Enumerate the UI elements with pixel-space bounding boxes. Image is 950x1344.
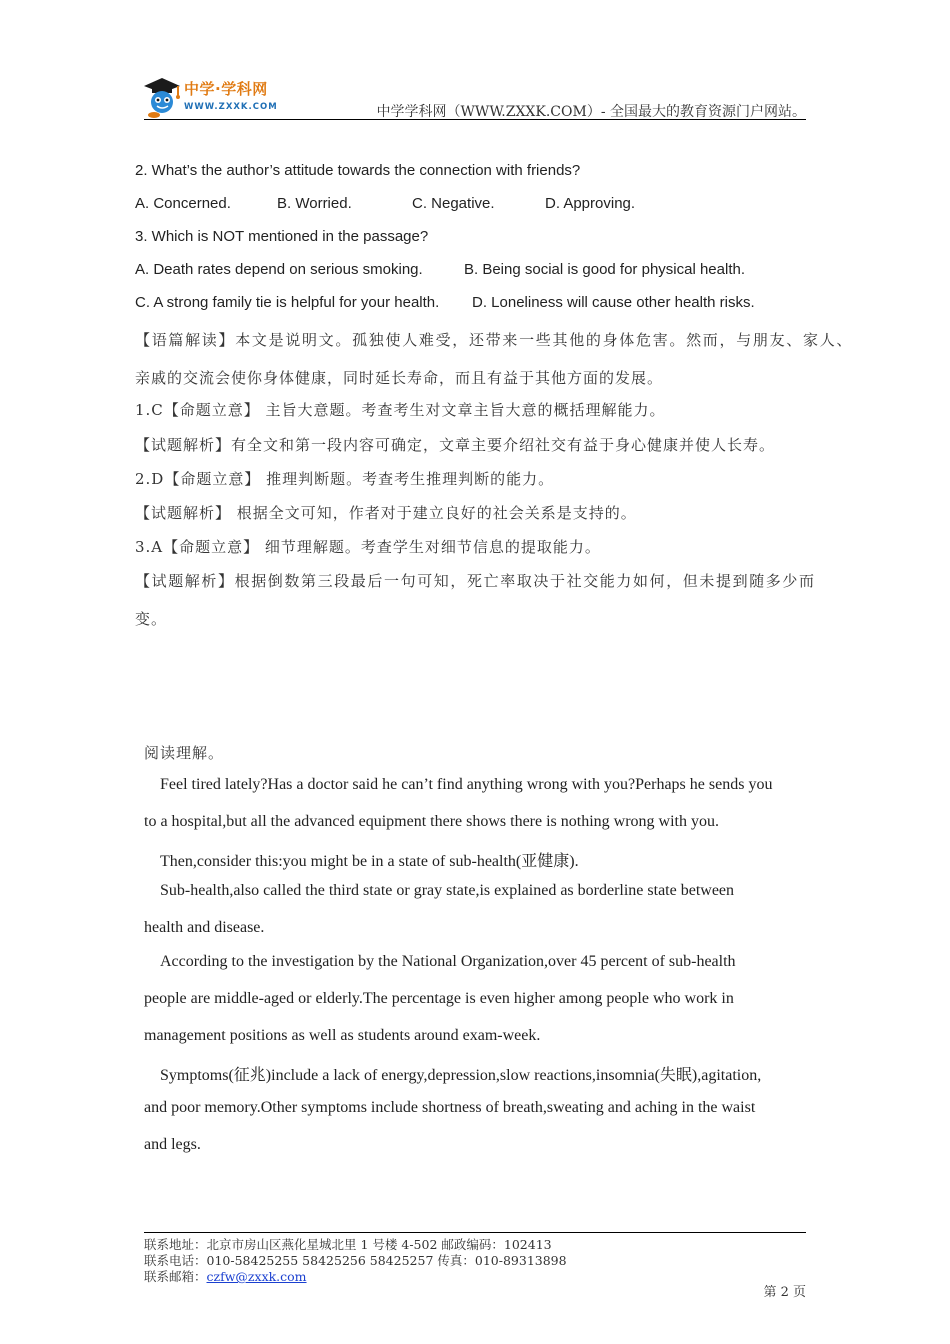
q2-option-a: A. Concerned. [135, 195, 231, 212]
passage-line: to a hospital,but all the advanced equipment there shows there is nothing wrong with you. [144, 813, 719, 830]
passage-line: and legs. [144, 1136, 201, 1153]
passage-analysis-line-2: 亲戚的交流会使你身体健康，同时延长寿命，而且有益于其他方面的发展。 [135, 369, 664, 387]
q3-option-a: A. Death rates depend on serious smoking. [135, 261, 423, 278]
answer-2-explanation: 【试题解析】 根据全文可知，作者对于建立良好的社会关系是支持的。 [135, 504, 637, 522]
header-site-text: 中学学科网（WWW.ZXXK.COM）- 全国最大的教育资源门户网站。 [376, 104, 806, 120]
question-2: 2. What’s the author’s attitude towards the connection with friends? [135, 162, 581, 179]
footer-address: 联系地址：北京市房山区燕化星城北里 1 号楼 4-502 邮政编码：102413 [144, 1237, 552, 1252]
answer-1-intent: 1.C【命题立意】 主旨大意题。考查考生对文章主旨大意的概括理解能力。 [135, 401, 666, 419]
passage-line: health and disease. [144, 919, 265, 936]
question-3: 3. Which is NOT mentioned in the passage? [135, 228, 429, 245]
answer-2-intent: 2.D【命题立意】 推理判断题。考查考生推理判断的能力。 [135, 470, 555, 488]
passage-line: Sub-health,also called the third state or gray state,is explained as borderline state between [160, 882, 735, 899]
footer-email-link[interactable]: czfw@zxxk.com [206, 1269, 307, 1284]
q3-option-d: D. Loneliness will cause other health risks. [472, 294, 755, 311]
passage-line: Symptoms(征兆)include a lack of energy,depression,slow reactions,insomnia(失眠),agitation, [160, 1067, 762, 1084]
q3-option-b: B. Being social is good for physical health. [464, 261, 745, 278]
footer-email-row [144, 1267, 307, 1285]
footer-divider [144, 1232, 806, 1233]
passage-analysis-line-1: 【语篇解读】本文是说明文。孤独使人难受，还带来一些其他的身体危害。然而，与朋友、家人、 [135, 331, 854, 349]
logo-url: WWW.ZXXK.COM [184, 102, 278, 112]
answer-3-intent: 3.A【命题立意】 细节理解题。考查学生对细节信息的提取能力。 [135, 538, 601, 556]
passage-line: Then,consider this:you might be in a state of sub-health(亚健康). [160, 853, 579, 870]
answer-1-explanation: 【试题解析】有全文和第一段内容可确定，文章主要介绍社交有益于身心健康并使人长寿。 [135, 436, 776, 454]
passage-line: Feel tired lately?Has a doctor said he can’t find anything wrong with you?Perhaps he sends you [160, 776, 773, 793]
passage-line: According to the investigation by the National Organization,over 45 percent of sub-health [160, 953, 736, 970]
passage-line: management positions as well as students around exam-week. [144, 1027, 541, 1044]
passage-line: people are middle-aged or elderly.The percentage is even higher among people who work in [144, 990, 734, 1007]
passage-line: and poor memory.Other symptoms include shortness of breath,sweating and aching in the waist [144, 1099, 756, 1116]
footer-email-label: 联系邮箱： [144, 1269, 207, 1284]
reading-passage [144, 0, 814, 1170]
page-number: 第 2 页 [763, 1285, 806, 1300]
q2-option-b: B. Worried. [277, 195, 352, 212]
q2-option-d: D. Approving. [545, 195, 636, 212]
logo-title: 中学·学科网 [184, 80, 268, 98]
answer-3-explanation-line-2: 变。 [135, 610, 168, 628]
q3-option-c: C. A strong family tie is helpful for your health. [135, 294, 440, 311]
footer-phone: 联系电话：010-58425255 58425256 58425257 传真：010-89313898 [144, 1253, 567, 1268]
passage-heading: 阅读理解。 [144, 744, 225, 762]
q2-option-c: C. Negative. [412, 195, 495, 212]
answer-3-explanation-line-1: 【试题解析】根据倒数第三段最后一句可知，死亡率取决于社交能力如何，但未提到随多少而 [135, 572, 816, 590]
